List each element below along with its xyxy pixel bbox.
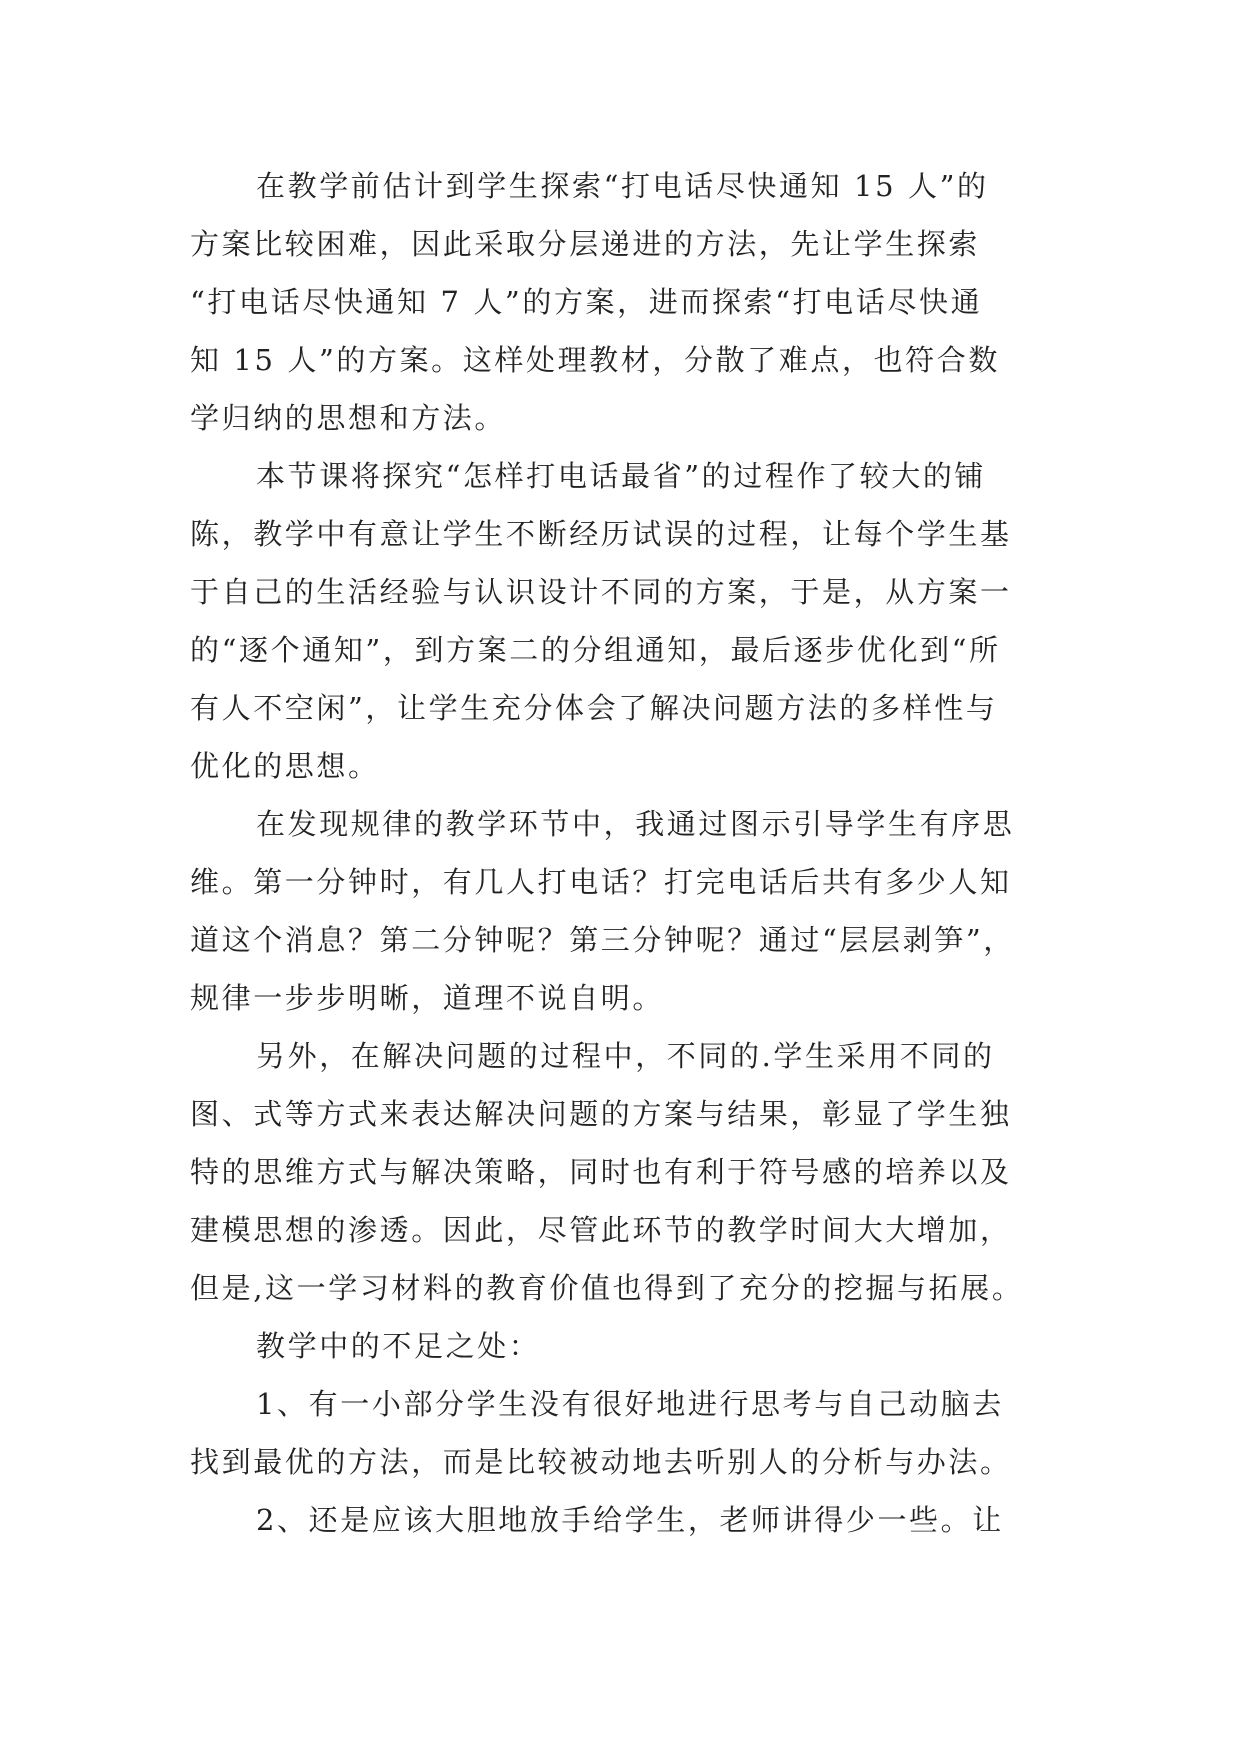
paragraph-line: 规律一步步明晰，道理不说自明。 xyxy=(190,981,665,1015)
paragraph-line: 在教学前估计到学生探索“打电话尽快通知 15 人”的 xyxy=(256,169,989,203)
list-item-line: 2、还是应该大胆地放手给学生，老师讲得少一些。让 xyxy=(256,1503,1004,1537)
paragraph-line: 特的思维方式与解决策略，同时也有利于符号感的培养以及 xyxy=(190,1155,1012,1189)
paragraph-line: 的“逐个通知”，到方案二的分组通知，最后逐步优化到“所 xyxy=(190,633,1001,667)
paragraph-line: 建模思想的渗透。因此，尽管此环节的教学时间大大增加， xyxy=(190,1213,1012,1247)
paragraph-line: 有人不空闲”，让学生充分体会了解决问题方法的多样性与 xyxy=(190,691,998,725)
paragraph-line: “打电话尽快通知 7 人”的方案，进而探索“打电话尽快通 xyxy=(190,285,983,319)
paragraph-line: 知 15 人”的方案。这样处理教材，分散了难点，也符合数 xyxy=(190,343,1000,377)
paragraph-line: 方案比较困难，因此采取分层递进的方法，先让学生探索 xyxy=(190,227,981,261)
section-heading: 教学中的不足之处： xyxy=(256,1329,541,1363)
paragraph-line: 维。第一分钟时，有几人打电话？打完电话后共有多少人知 xyxy=(190,865,1012,899)
paragraph-line: 道这个消息？第二分钟呢？第三分钟呢？通过“层层剥笋”， xyxy=(190,923,1015,957)
paragraph-line: 优化的思想。 xyxy=(190,749,380,783)
list-item-line: 1、有一小部分学生没有很好地进行思考与自己动脑去 xyxy=(256,1387,1004,1421)
paragraph-line: 图、式等方式来表达解决问题的方案与结果，彰显了学生独 xyxy=(190,1097,1012,1131)
paragraph-line: 在发现规律的教学环节中，我通过图示引导学生有序思 xyxy=(256,807,1015,841)
paragraph-line: 本节课将探究“怎样打电话最省”的过程作了较大的铺 xyxy=(256,459,987,493)
paragraph-line: 但是,这一学习材料的教育价值也得到了充分的挖掘与拓展。 xyxy=(190,1271,1024,1305)
paragraph-line: 陈，教学中有意让学生不断经历试误的过程，让每个学生基 xyxy=(190,517,1012,551)
paragraph-line: 学归纳的思想和方法。 xyxy=(190,401,507,435)
paragraph-line: 另外，在解决问题的过程中，不同的.学生采用不同的 xyxy=(256,1039,995,1073)
paragraph-line: 于自己的生活经验与认识设计不同的方案，于是，从方案一 xyxy=(190,575,1012,609)
list-item-line: 找到最优的方法，而是比较被动地去听别人的分析与办法。 xyxy=(190,1445,1012,1479)
